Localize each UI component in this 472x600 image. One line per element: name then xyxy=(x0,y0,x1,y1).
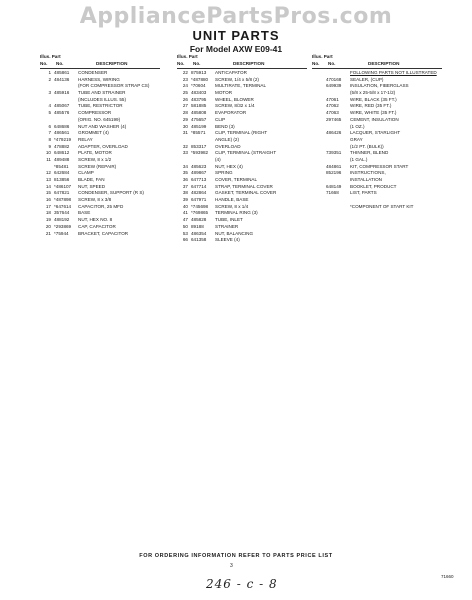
part-description: STRAP, TERMINAL COVER xyxy=(215,183,273,189)
parts-row xyxy=(40,231,160,238)
handwritten-note: 246 - c - 8 xyxy=(206,577,278,591)
part-description: COVER, TERMINAL xyxy=(215,177,258,182)
part-description: NUT, SPEED xyxy=(78,183,106,189)
part-description: CAPACITOR, 25 MFD xyxy=(78,203,124,209)
part-number: 486426 xyxy=(326,130,342,136)
part-description: BOOKLET, PRODUCT xyxy=(350,183,397,189)
part-description: TUBE, INLET xyxy=(215,217,243,223)
parts-row xyxy=(312,164,442,171)
part-description: (ORIG. NO. 645199) xyxy=(78,116,121,122)
illus-number: 9 xyxy=(48,143,51,149)
illus-number: 11 xyxy=(46,156,51,162)
parts-row xyxy=(312,110,442,117)
parts-row xyxy=(312,204,442,211)
part-number: *70604 xyxy=(191,83,206,89)
illus-part-heading: Illus. Part xyxy=(40,54,61,59)
illus-number: 41 xyxy=(182,210,188,216)
parts-row xyxy=(312,90,442,97)
illus-number: 16 xyxy=(45,197,51,203)
part-description: CAP, CAPACITOR xyxy=(78,223,116,229)
parts-row xyxy=(40,157,160,164)
illus-no-heading: No. xyxy=(312,61,320,66)
part-no-heading: No. xyxy=(193,61,201,66)
parts-row xyxy=(177,170,307,177)
part-number: 648612 xyxy=(54,150,70,156)
illus-part-heading: Illus. Part xyxy=(177,54,198,59)
parts-row xyxy=(40,197,160,204)
part-description: (1 OZ.) xyxy=(350,123,365,129)
parts-row xyxy=(177,190,307,197)
illus-number: 35 xyxy=(182,170,188,176)
parts-row xyxy=(177,110,307,117)
part-description: THINNER, BLEND xyxy=(350,150,389,156)
part-number: 875913 xyxy=(191,70,207,75)
part-number: 813856 xyxy=(54,177,70,182)
parts-row xyxy=(312,184,442,191)
part-description: SCREW, 8 x 3/8 xyxy=(78,197,112,203)
part-description: HARNESS, WIRING xyxy=(78,76,120,82)
illus-number: 40 xyxy=(182,203,188,209)
part-description: INSTRUCTIONS, xyxy=(350,170,386,176)
illus-number: 26 xyxy=(182,96,188,102)
parts-row xyxy=(177,124,307,131)
part-number: 483403 xyxy=(191,90,207,96)
parts-row xyxy=(40,97,160,104)
illus-number: 36 xyxy=(182,177,188,182)
part-description: CONDENSER xyxy=(78,70,108,75)
part-number: 489867 xyxy=(191,170,207,176)
parts-row xyxy=(40,177,160,184)
parts-row xyxy=(177,237,307,244)
illus-number: 5 xyxy=(48,110,51,116)
part-number: 642684 xyxy=(54,170,70,176)
header-divider xyxy=(40,68,160,69)
parts-row xyxy=(177,90,307,97)
parts-column-2 xyxy=(177,54,307,244)
parts-row xyxy=(40,150,160,157)
parts-row xyxy=(40,117,160,124)
illus-number: 38 xyxy=(182,190,188,196)
parts-row xyxy=(40,190,160,197)
description-heading: DESCRIPTION xyxy=(368,61,400,66)
part-number: 485623 xyxy=(191,163,207,169)
illus-number: 17 xyxy=(45,203,51,209)
part-number: 475657 xyxy=(191,116,207,122)
parts-row xyxy=(177,83,307,90)
part-number: 71668 xyxy=(326,190,339,196)
parts-row xyxy=(40,77,160,84)
part-number: 852196 xyxy=(326,170,342,176)
illus-number: 10 xyxy=(45,150,51,156)
part-number: 647713 xyxy=(191,177,207,182)
part-number: 647971 xyxy=(191,197,207,203)
illus-number: 34 xyxy=(182,163,188,169)
illus-number: 21 xyxy=(45,230,51,236)
page-subtitle: For Model AXW E09-41 xyxy=(189,44,283,54)
illus-number: 4 xyxy=(48,103,51,109)
part-number: 647714 xyxy=(191,183,207,189)
parts-row xyxy=(312,124,442,131)
parts-row xyxy=(40,103,160,110)
part-description: SCREW, 8 x 1/4 xyxy=(215,203,249,209)
part-description: WIRE, WHITE (35 FT.) xyxy=(350,110,397,116)
description-heading: DESCRIPTION xyxy=(233,61,265,66)
parts-row xyxy=(177,103,307,110)
part-number: 484136 xyxy=(54,76,70,82)
part-description: SCREW (REPAIR) xyxy=(78,163,117,169)
part-number: 357644 xyxy=(54,210,70,216)
parts-row xyxy=(177,97,307,104)
part-description: COMPRESSOR xyxy=(78,110,112,116)
illus-number: 6 xyxy=(48,123,51,129)
part-number: 484861 xyxy=(326,163,342,169)
part-number: 297465 xyxy=(326,116,342,122)
part-description: OVERLOAD xyxy=(215,143,241,149)
part-description: KIT, COMPRESSOR START xyxy=(350,163,409,169)
part-description: TUBE AND STRAINER xyxy=(78,90,126,96)
part-number: 485861 xyxy=(54,70,70,75)
parts-row xyxy=(312,70,442,77)
parts-row xyxy=(312,103,442,110)
parts-row xyxy=(177,224,307,231)
parts-row xyxy=(312,137,442,144)
illus-number: 47 xyxy=(182,217,188,223)
part-number: 647821 xyxy=(54,190,70,196)
parts-row xyxy=(177,217,307,224)
parts-row xyxy=(40,210,160,217)
part-description: (1/2 PT. (BULK)) xyxy=(350,143,384,149)
parts-row xyxy=(312,170,442,177)
part-number: 641358 xyxy=(191,237,207,243)
illus-number: 25 xyxy=(182,90,188,96)
part-number: *487898 xyxy=(54,197,72,203)
parts-row xyxy=(177,70,307,77)
part-description: EVAPORATOR xyxy=(215,110,247,116)
part-number: 478882 xyxy=(54,143,70,149)
illus-number: 7 xyxy=(48,130,51,136)
parts-row xyxy=(40,224,160,231)
part-number: *293869 xyxy=(54,223,72,229)
parts-row xyxy=(312,144,442,151)
parts-column-3 xyxy=(312,54,442,210)
part-description: FOLLOWING PARTS NOT ILLUSTRATED xyxy=(350,70,437,75)
part-description: HANDLE, BASE xyxy=(215,197,249,203)
illus-no-heading: No. xyxy=(40,61,48,66)
part-description: SLEEVE (4) xyxy=(215,237,240,243)
part-number: 485828 xyxy=(191,217,207,223)
parts-row xyxy=(40,144,160,151)
illus-no-heading: No. xyxy=(177,61,185,66)
parts-row xyxy=(40,83,160,90)
part-description: CONDENSER, SUPPORT (R S) xyxy=(78,190,144,196)
part-description: (5/8 x 25-5/8 x 17-1/2) xyxy=(350,90,396,96)
part-description: SCREW, 8 x 1/2 xyxy=(78,156,112,162)
part-number: 739351 xyxy=(326,150,342,156)
part-description: NUT, HEX (4) xyxy=(215,163,243,169)
part-number: 489488 xyxy=(54,156,70,162)
column-header xyxy=(312,54,442,68)
parts-row xyxy=(312,117,442,124)
part-description: (INCLUDES ILLUS. 55) xyxy=(78,96,126,102)
part-description: STRAINER xyxy=(215,223,239,229)
illus-number: 37 xyxy=(182,183,188,189)
parts-row xyxy=(312,150,442,157)
part-description: PLATE, MOTOR xyxy=(78,150,112,156)
page-title: UNIT PARTS xyxy=(192,28,280,43)
illus-number: 20 xyxy=(45,223,51,229)
part-number: 482864 xyxy=(191,190,207,196)
part-description: TUBE, RESTRICTOR xyxy=(78,103,123,109)
illus-number: 39 xyxy=(182,197,188,203)
part-description: (1 GAL.) xyxy=(350,156,368,162)
document-code: 71660 xyxy=(441,574,454,579)
parts-row xyxy=(40,70,160,77)
part-number: *479219 xyxy=(54,136,72,142)
illus-number: 8 xyxy=(48,136,51,142)
parts-row xyxy=(177,164,307,171)
part-number: *647614 xyxy=(54,203,72,209)
part-description: GRAY xyxy=(350,136,363,142)
part-description: ANGLE) (2) xyxy=(215,136,239,142)
part-description: WIRE, BLACK (35 FT.) xyxy=(350,96,397,102)
illus-number: 29 xyxy=(182,116,188,122)
illus-number: 1 xyxy=(48,70,51,75)
parts-row xyxy=(177,210,307,217)
part-number: 483795 xyxy=(191,96,207,102)
description-heading: DESCRIPTION xyxy=(96,61,128,66)
part-number: 648149 xyxy=(326,183,342,189)
part-number: 581885 xyxy=(191,103,207,109)
parts-column-1 xyxy=(40,54,160,237)
part-number: 47061 xyxy=(326,96,339,102)
part-description: CLAMP xyxy=(78,170,94,176)
part-number: 486354 xyxy=(191,230,207,236)
part-number: *745698 xyxy=(191,203,209,209)
part-description: BEND (3) xyxy=(215,123,235,129)
parts-row xyxy=(177,77,307,84)
parts-row xyxy=(40,164,160,171)
watermark: AppliancePartsPros.com xyxy=(79,4,393,29)
parts-row xyxy=(40,90,160,97)
illus-number: 23 xyxy=(182,76,188,82)
parts-row xyxy=(40,124,160,131)
part-number: 89188 xyxy=(191,223,204,229)
part-description: GROMMET (4) xyxy=(78,130,109,136)
part-description: WHEEL, BLOWER xyxy=(215,96,254,102)
header-divider xyxy=(177,68,307,69)
part-description: (4) xyxy=(215,156,221,162)
part-description: SEALER, (CUP) xyxy=(350,76,384,82)
parts-row xyxy=(177,117,307,124)
parts-row xyxy=(177,150,307,157)
parts-row xyxy=(40,137,160,144)
part-number: 485808 xyxy=(191,110,207,116)
part-number: *85571 xyxy=(191,130,206,136)
parts-row xyxy=(40,170,160,177)
part-number: *769865 xyxy=(191,210,209,216)
part-description: TERMINAL RING (3) xyxy=(215,210,258,216)
part-number: 47063 xyxy=(326,110,339,116)
parts-row xyxy=(177,231,307,238)
parts-row xyxy=(312,130,442,137)
part-description: SCREW, 1/4 x 5/8 (2) xyxy=(215,76,259,82)
illus-number: 13 xyxy=(45,177,51,182)
part-number: 470168 xyxy=(326,76,342,82)
illus-number: 50 xyxy=(182,223,188,229)
part-description: ANTICAPATOR xyxy=(215,70,247,75)
part-number: *487880 xyxy=(191,76,209,82)
illus-number: 18 xyxy=(45,210,51,216)
part-description: MOTOR xyxy=(215,90,233,96)
part-number: 649939 xyxy=(326,83,342,89)
illus-number: 28 xyxy=(182,110,188,116)
illus-number: 53 xyxy=(182,230,188,236)
part-description: NUT AND WASHER (4) xyxy=(78,123,127,129)
illus-number: 27 xyxy=(182,103,188,109)
part-description: CLIP, TERMINAL (RIGHT xyxy=(215,130,268,136)
parts-row xyxy=(312,157,442,164)
part-description: CEMENT, INSULATION xyxy=(350,116,399,122)
parts-row xyxy=(177,130,307,137)
parts-row xyxy=(312,197,442,204)
illus-number: 22 xyxy=(182,70,188,75)
part-description: INSTALLATION xyxy=(350,177,382,182)
part-description: LACQUER, STARLIGHT xyxy=(350,130,401,136)
part-description: WIRE, RED (35 FT.) xyxy=(350,103,392,109)
column-header xyxy=(40,54,160,68)
parts-row xyxy=(40,184,160,191)
parts-row xyxy=(177,157,307,164)
part-description: NUT, BALANCING xyxy=(215,230,254,236)
illus-number: 30 xyxy=(182,123,188,129)
parts-row xyxy=(177,137,307,144)
part-number: 485916 xyxy=(54,90,70,96)
part-description: MULTIRATE, TERMINAL xyxy=(215,83,267,89)
part-description: GASKET, TERMINAL COVER xyxy=(215,190,277,196)
part-description: SCREW, 8/32 x 1/4 xyxy=(215,103,255,109)
parts-row xyxy=(177,184,307,191)
illus-number: 24 xyxy=(182,83,188,89)
parts-row xyxy=(40,204,160,211)
illus-part-heading: Illus. Part xyxy=(312,54,333,59)
part-description: INSULATION, FIBERGLASS xyxy=(350,83,409,89)
part-description: (FOR COMPRESSOR STRAP CS) xyxy=(78,83,150,89)
part-description: BLADE, FAN xyxy=(78,177,105,182)
part-no-heading: No. xyxy=(328,61,336,66)
illus-number: 14 xyxy=(45,183,51,189)
part-number: 648686 xyxy=(54,123,70,129)
illus-number: 15 xyxy=(45,190,51,196)
illus-number: 12 xyxy=(45,170,51,176)
parts-row xyxy=(312,190,442,197)
part-description: BRACKET, CAPACITOR xyxy=(78,230,129,236)
parts-row xyxy=(312,77,442,84)
part-number: 488192 xyxy=(54,217,70,223)
part-number: *75944 xyxy=(54,230,69,236)
illus-number: 31 xyxy=(182,130,188,136)
illus-number: 2 xyxy=(48,76,51,82)
part-number: 485067 xyxy=(54,103,70,109)
part-number: 853317 xyxy=(191,143,207,149)
part-description: *COMPONENT OF START KIT xyxy=(350,203,414,209)
parts-row xyxy=(40,110,160,117)
column-header xyxy=(177,54,307,68)
part-number: *85481 xyxy=(54,163,69,169)
page-number: 3 xyxy=(230,563,233,569)
part-number: *593982 xyxy=(191,150,209,156)
illus-number: 32 xyxy=(182,143,188,149)
parts-row xyxy=(312,83,442,90)
parts-row xyxy=(177,204,307,211)
ordering-info-footer: FOR ORDERING INFORMATION REFER TO PARTS PRICE LIST xyxy=(139,553,333,559)
parts-row xyxy=(177,177,307,184)
parts-row xyxy=(40,130,160,137)
part-description: RELAY xyxy=(78,136,93,142)
illus-number: 33 xyxy=(182,150,188,156)
illus-number: 19 xyxy=(45,217,51,223)
part-description: SPRING xyxy=(215,170,233,176)
part-description: NUT, HEX NO. 8 xyxy=(78,217,113,223)
illus-number: 3 xyxy=(48,90,51,96)
part-number: 485576 xyxy=(54,110,70,116)
part-description: ADAPTER, OVERLOAD xyxy=(78,143,128,149)
part-description: CLIP xyxy=(215,116,226,122)
parts-row xyxy=(40,217,160,224)
parts-row xyxy=(177,197,307,204)
part-description: CLIP, TERMINAL (STRAIGHT xyxy=(215,150,277,156)
parts-row xyxy=(312,97,442,104)
header-divider xyxy=(312,68,442,69)
part-number: 47062 xyxy=(326,103,339,109)
parts-row xyxy=(312,177,442,184)
part-number: 485199 xyxy=(191,123,207,129)
parts-row xyxy=(177,144,307,151)
part-number: 486561 xyxy=(54,130,70,136)
part-description: BASE xyxy=(78,210,91,216)
part-no-heading: No. xyxy=(56,61,64,66)
illus-number: 66 xyxy=(182,237,188,243)
part-description: LIST, PARTS xyxy=(350,190,377,196)
part-number: *486107 xyxy=(54,183,72,189)
